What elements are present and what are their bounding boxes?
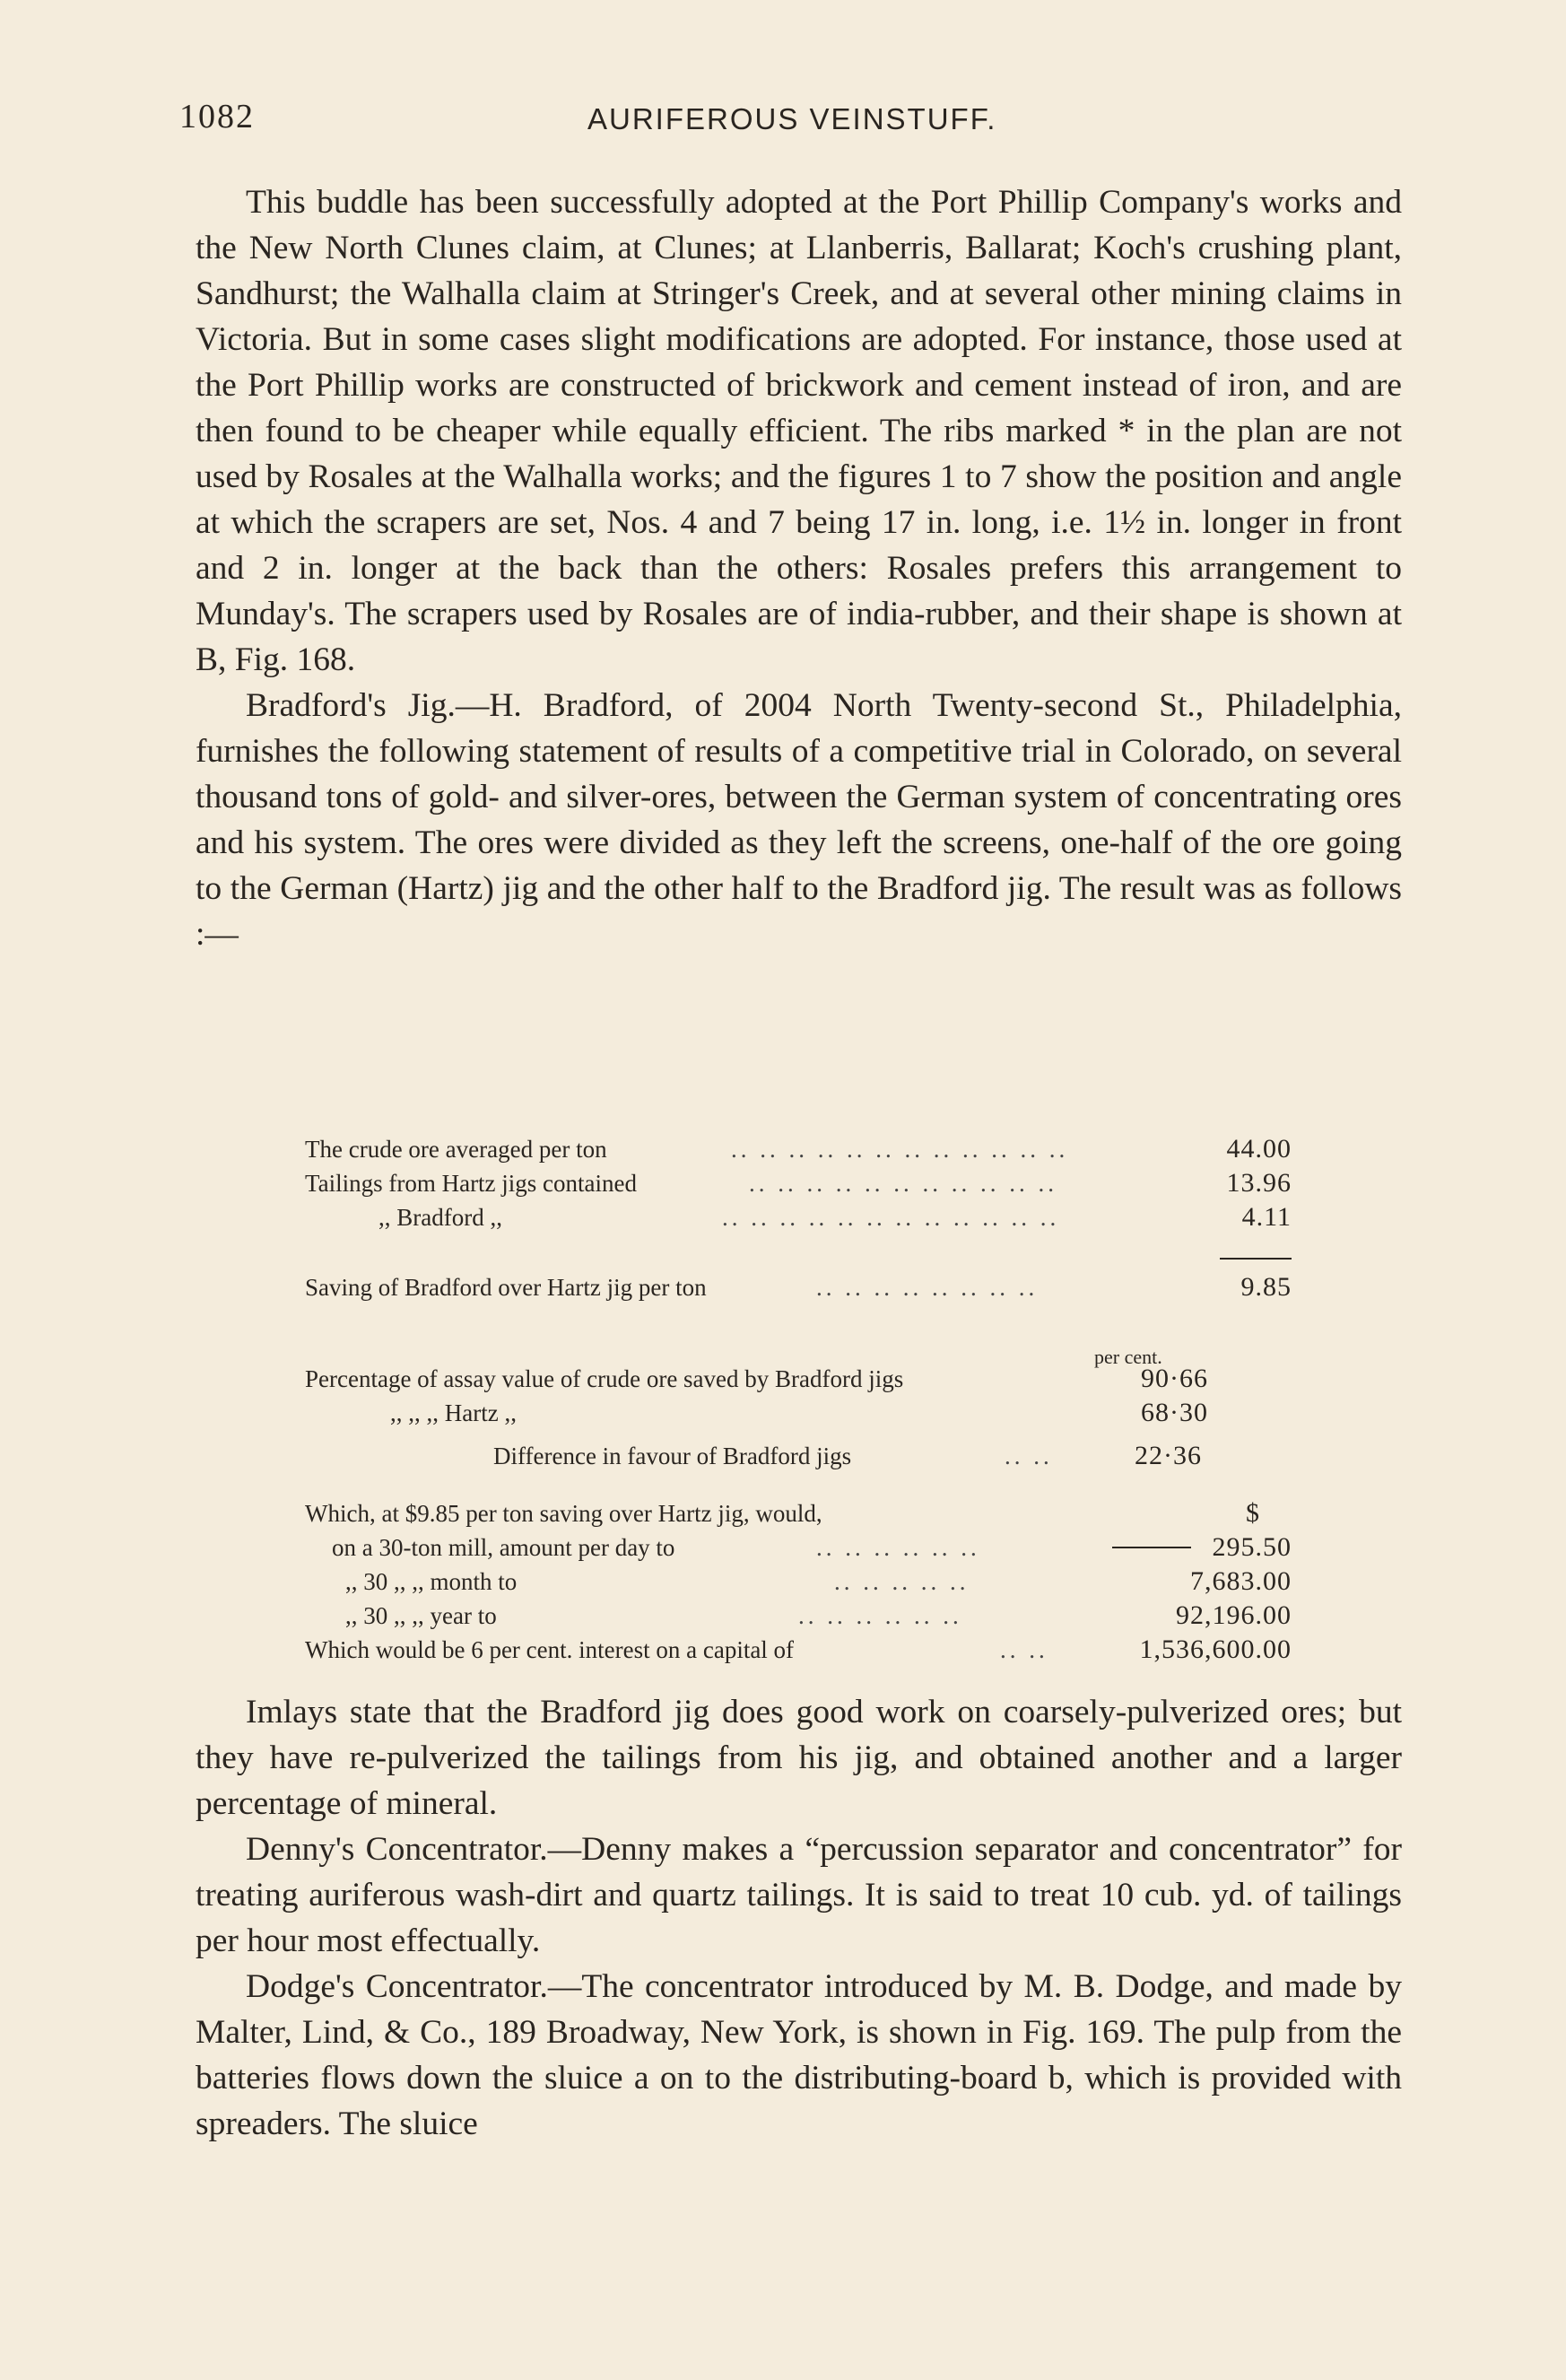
page-number: 1082	[179, 98, 255, 135]
row-label: The crude ore averaged per ton	[305, 1136, 607, 1163]
row-label: Difference in favour of Bradford jigs	[493, 1443, 852, 1469]
paragraph-dodge: Dodge's Concentrator.—The concentrator introduced by M. B. Dodge, and made by Malter, Lind, & Co., 189 Broadway, New York, is shown in Fig. 169. The pulp from the batteries flows down the sluice a on to the distributing-board b, which is provided with spreaders. The sluice	[196, 1968, 1402, 2142]
leader-dots: .. .. .. .. .. .. .. ..	[816, 1274, 1039, 1301]
row-value: 1,536,600.00	[1139, 1635, 1292, 1664]
row-value: 22·36	[1135, 1441, 1202, 1470]
paragraph-buddle: This buddle has been successfully adopted at the Port Phillip Company's works and the New North Clunes claim, at Clunes; at Llanberris, Ballarat; Koch's crushing plant, Sandhurst; the Walhalla claim at Stringer's Creek, and at several other mining claims in Victoria. But in some cases slight modifications are adopted. For instance, those used at the Port Phillip works are constructed of brickwork and cement instead of iron, and are then found to be cheaper while equally efficient. The ribs marked * in the plan are not used by Rosales at the Walhalla works; and the figures 1 to 7 show the position and angle at which the scrapers are set, Nos. 4 and 7 being 17 in. long, i.e. 1½ in. longer in front and 2 in. longer at the back than the others: Rosales prefers this arrangement to Munday's. The scrapers used by Rosales are of india-rubber, and their shape is shown at B, Fig. 168.	[196, 184, 1402, 678]
table-row	[305, 1166, 1292, 1200]
text-block-top	[196, 179, 1402, 957]
table-row	[305, 1132, 1292, 1166]
row-value: 4.11	[1241, 1202, 1292, 1232]
currency-symbol: $	[1246, 1498, 1260, 1528]
row-value: 13.96	[1226, 1168, 1292, 1198]
row-value: 68·30	[1141, 1398, 1208, 1427]
table-row	[305, 1439, 1292, 1473]
row-value: 90·66	[1141, 1364, 1208, 1393]
table-row	[305, 1362, 1292, 1396]
row-label: ,, 30 ,, ,, month to	[345, 1568, 518, 1595]
row-label: Saving of Bradford over Hartz jig per ton	[305, 1274, 707, 1301]
row-value: 7,683.00	[1190, 1566, 1292, 1596]
leader-dots: .. .. .. .. .. .. .. .. .. .. .. ..	[731, 1136, 1069, 1163]
leader-dots: .. ..	[1005, 1443, 1053, 1469]
results-table	[305, 1132, 1292, 1667]
paragraph-bradford-jig: Bradford's Jig.—H. Bradford, of 2004 North Twenty-second St., Philadelphia, furnishes the following statement of results of a competitive trial in Colorado, on several thousand tons of gold- and silver-ores, between the German system of concentrating ores and his system. The ores were divided as they left the screens, one-half of the ore going to the German (Hartz) jig and the other half to the Bradford jig. The result was as follows :—	[196, 687, 1402, 953]
row-label: ,, 30 ,, ,, year to	[345, 1602, 497, 1629]
row-label: ,, Bradford ,,	[378, 1204, 502, 1231]
table-row	[305, 1530, 1292, 1565]
table-row	[305, 1200, 1292, 1234]
leader-dots: .. .. .. .. ..	[834, 1568, 970, 1595]
leader-dots: .. ..	[1000, 1636, 1048, 1663]
table-row	[305, 1396, 1292, 1430]
table-row	[305, 1340, 1292, 1368]
leader-dots: .. .. .. .. .. .. .. .. .. .. ..	[749, 1170, 1057, 1197]
paragraph-denny: Denny's Concentrator.—Denny makes a “percussion separator and concentrator” for treating auriferous wash-dirt and quartz tailings. It is said to treat 10 cub. yd. of tailings per hour most effectually.	[196, 1831, 1402, 1959]
text-block-bottom	[196, 1689, 1402, 2147]
leader-dots: .. .. .. .. .. ..	[798, 1602, 962, 1629]
page-header	[179, 97, 1417, 151]
row-value: 44.00	[1226, 1134, 1292, 1164]
table-row	[305, 1496, 1292, 1530]
row-label: Which would be 6 per cent. interest on a capital of	[305, 1636, 795, 1663]
table-row	[305, 1270, 1292, 1304]
row-label: ,, ,, ,, Hartz ,,	[390, 1399, 517, 1426]
row-label: Tailings from Hartz jigs contained	[305, 1170, 638, 1197]
sum-rule	[1220, 1258, 1292, 1260]
row-value: 9.85	[1240, 1272, 1292, 1302]
table-row	[305, 1633, 1292, 1667]
row-label: on a 30-ton mill, amount per day to	[332, 1534, 675, 1561]
table-row	[305, 1599, 1292, 1633]
leader-dots: .. .. .. .. .. .. .. .. .. .. .. ..	[722, 1204, 1060, 1231]
paragraph-imlays: Imlays state that the Bradford jig does good work on coarsely-pulverized ores; but they have re-pulverized the tailings from his jig, and obtained another and a larger percentage of mineral.	[196, 1694, 1402, 1822]
row-label: Which, at $9.85 per ton saving over Hartz jig, would,	[305, 1500, 822, 1527]
row-value: 295.50	[1212, 1532, 1292, 1562]
leader-dots: .. .. .. .. .. ..	[816, 1534, 980, 1561]
percent-unit: per cent.	[1094, 1346, 1162, 1368]
row-value: 92,196.00	[1176, 1600, 1292, 1630]
row-label: Percentage of assay value of crude ore saved by Bradford jigs	[305, 1365, 904, 1392]
running-head: AURIFEROUS VEINSTUFF.	[587, 102, 997, 135]
table-row	[305, 1565, 1292, 1599]
